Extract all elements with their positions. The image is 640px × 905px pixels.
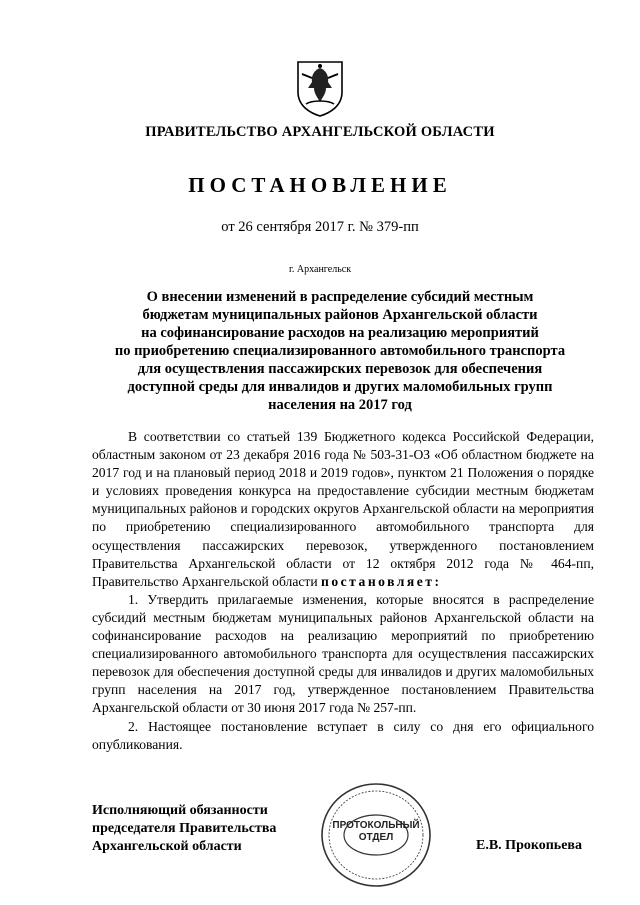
signatory-name: Е.В. Прокопьева (476, 838, 582, 853)
signatory-position (92, 802, 276, 856)
title-line: по приобретению специализированного автомобильного транспорта (114, 343, 566, 359)
preamble-paragraph (92, 428, 594, 591)
stamp-label (318, 820, 434, 844)
document-place: г. Архангельск (288, 264, 352, 275)
title-line: на софинансирование расходов на реализацию мероприятий (141, 325, 539, 341)
preamble-text: В соответствии со статьей 139 Бюджетного кодекса Российской Федерации, областным законом от 23 декабря 2016 года № 503-31-ОЗ «Об областном бюджете на 2017 год и на плановый период 2018 и 2019 годов», пунктом 21 Положения о порядке и условиях проведения конкурса на предоставление субсидии местным бюджетам муниципальных районов и городских округов Архангельской области на мероприятия по приобретению специализированного автомобильного транспорта для осуществления пассажирских перевозок, утвержденного постановлением Правительства Архангельской области от 12 октября 2012 года № 464-пп, Правительство Архангельской области (92, 429, 594, 589)
title-line: доступной среды для инвалидов и других маломобильных групп (127, 379, 553, 395)
coat-of-arms-icon (294, 58, 346, 118)
position-line: Исполняющий обязанности (92, 803, 268, 818)
document-body (92, 428, 594, 754)
position-line: Архангельской области (92, 839, 242, 854)
title-line: для осуществления пассажирских перевозок для обеспечения (137, 361, 543, 377)
stamp-line: ОТДЕЛ (358, 832, 394, 843)
item-paragraph-1: 1. Утвердить прилагаемые изменения, которые вносятся в распределение субсидий местным бюджетам муниципальных районов Архангельской области на софинансирование расходов на реализацию мероприятий по приобретению специализированного автомобильного транспорта для осуществления пассажирских перевозок для обеспечения доступной среды для инвалидов и других маломобильных групп населения на 2017 год, утвержденное постановлением Правительства Архангельской области от 30 июня 2017 года № 257-пп. (92, 591, 594, 716)
document-type: ПОСТАНОВЛЕНИЕ (188, 173, 452, 197)
decree-word: постановляет (321, 573, 435, 589)
organization-name: ПРАВИТЕЛЬСТВО АРХАНГЕЛЬСКОЙ ОБЛАСТИ (145, 124, 495, 140)
document-title (90, 288, 590, 414)
stamp-line: ПРОТОКОЛЬНЫЙ (332, 820, 420, 831)
title-line: О внесении изменений в распределение субсидий местным (146, 289, 534, 305)
item-paragraph-2: 2. Настоящее постановление вступает в силу со дня его официального опубликования. (92, 718, 594, 752)
decree-colon: : (434, 573, 439, 589)
document-date-number: от 26 сентября 2017 г. № 379-пп (221, 219, 419, 235)
position-line: председателя Правительства (92, 821, 277, 836)
title-line: населения на 2017 год (268, 397, 412, 413)
title-line: бюджетам муниципальных районов Архангельской области (142, 307, 538, 323)
